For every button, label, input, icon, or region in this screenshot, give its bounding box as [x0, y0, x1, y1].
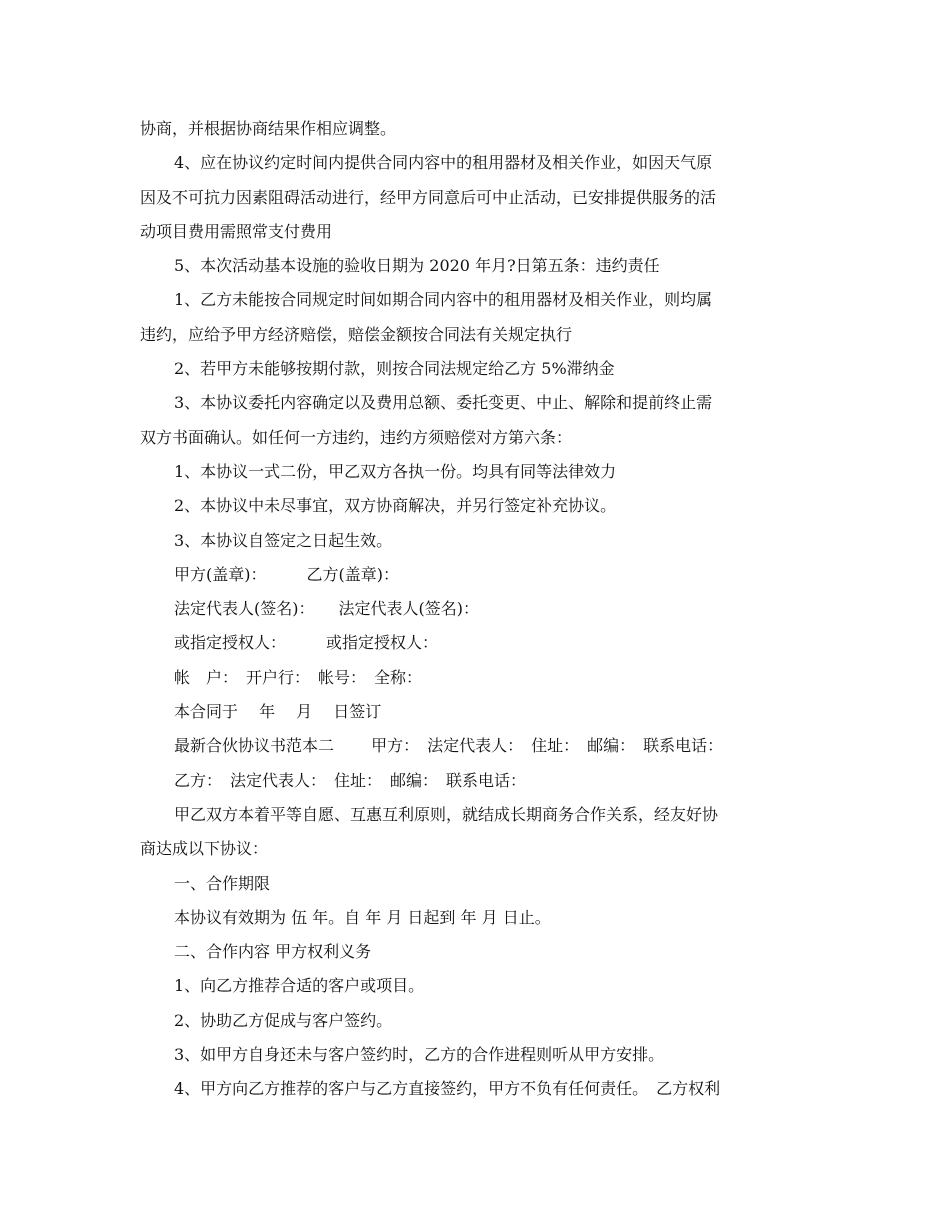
text-line	[0, 489, 950, 523]
text-line	[0, 386, 950, 420]
signature-line	[0, 558, 950, 592]
text-line	[0, 421, 950, 455]
text-line	[0, 798, 950, 832]
section-heading	[0, 867, 950, 901]
document-body	[0, 112, 950, 1107]
signature-line	[0, 592, 950, 626]
line-text: 2、协助乙方促成与客户签约。	[174, 1010, 393, 1030]
line-text: 商达成以下协议：	[140, 839, 269, 859]
section-heading	[0, 935, 950, 969]
line-text: 2、若甲方未能够按期付款，则按合同法规定给乙方 5%滞纳金	[174, 359, 615, 379]
text-line	[0, 969, 950, 1003]
text-line	[0, 1004, 950, 1038]
line-text: 2、本协议中未尽事宜，双方协商解决，并另行签定补充协议。	[174, 496, 617, 516]
line-text: 或指定授权人： 或指定授权人：	[174, 633, 439, 653]
line-text: 双方书面确认。如任何一方违约，违约方须赔偿对方第六条：	[140, 427, 573, 447]
line-text: 1、向乙方推荐合适的客户或项目。	[174, 976, 425, 996]
account-line	[0, 661, 950, 695]
text-line	[0, 832, 950, 866]
text-line	[0, 318, 950, 352]
line-text: 动项目费用需照常支付费用	[140, 221, 333, 241]
line-text: 二、合作内容 甲方权利义务	[174, 942, 372, 962]
line-text: 法定代表人(签名)： 法定代表人(签名)：	[174, 599, 479, 619]
text-line	[0, 283, 950, 317]
text-line	[0, 524, 950, 558]
text-line	[0, 1038, 950, 1072]
signature-line	[0, 626, 950, 660]
line-text: 3、如甲方自身还未与客户签约时，乙方的合作进程则听从甲方安排。	[174, 1045, 665, 1065]
line-text: 甲方(盖章)： 乙方(盖章)：	[174, 564, 399, 584]
text-line	[0, 181, 950, 215]
text-line	[0, 146, 950, 180]
line-text: 甲乙双方本着平等自愿、互惠互利原则，就结成长期商务合作关系，经友好协	[174, 804, 719, 824]
text-line	[0, 112, 950, 146]
line-text: 1、本协议一式二份，甲乙双方各执一份。均具有同等法律效力	[174, 461, 617, 481]
party-line	[0, 729, 950, 763]
line-text: 帐 户： 开户行： 帐号： 全称：	[174, 667, 423, 687]
line-text: 最新合伙协议书范本二 甲方： 法定代表人： 住址： 邮编： 联系电话：	[174, 736, 724, 756]
line-text: 违约，应给予甲方经济赔偿，赔偿金额按合同法有关规定执行	[140, 324, 573, 344]
text-line	[0, 249, 950, 283]
line-text: 3、本协议自签定之日起生效。	[174, 530, 393, 550]
line-text: 因及不可抗力因素阻碍活动进行，经甲方同意后可中止活动，已安排提供服务的活	[140, 187, 717, 207]
line-text: 4、甲方向乙方推荐的客户与乙方直接签约，甲方不负有任何责任。 乙方权利	[174, 1079, 721, 1099]
line-text: 3、本协议委托内容确定以及费用总额、委托变更、中止、解除和提前终止需	[174, 393, 713, 413]
line-text: 5、本次活动基本设施的验收日期为 2020 年月?日第五条：违约责任	[174, 256, 660, 276]
line-text: 1、乙方未能按合同规定时间如期合同内容中的租用器材及相关作业，则均属	[174, 290, 713, 310]
date-line	[0, 695, 950, 729]
line-text: 4、应在协议约定时间内提供合同内容中的租用器材及相关作业，如因天气原	[174, 153, 713, 173]
line-text: 协商，并根据协商结果作相应调整。	[140, 119, 397, 138]
text-line	[0, 215, 950, 249]
line-text: 乙方： 法定代表人： 住址： 邮编： 联系电话：	[174, 770, 527, 790]
text-line	[0, 455, 950, 489]
party-line	[0, 764, 950, 798]
line-text: 一、合作期限	[174, 873, 271, 893]
text-line	[0, 352, 950, 386]
text-line	[0, 1072, 950, 1106]
line-text: 本合同于 年 月 日签订	[174, 702, 382, 722]
line-text: 本协议有效期为 伍 年。自 年 月 日起到 年 月 日止。	[174, 907, 551, 927]
text-line	[0, 901, 950, 935]
